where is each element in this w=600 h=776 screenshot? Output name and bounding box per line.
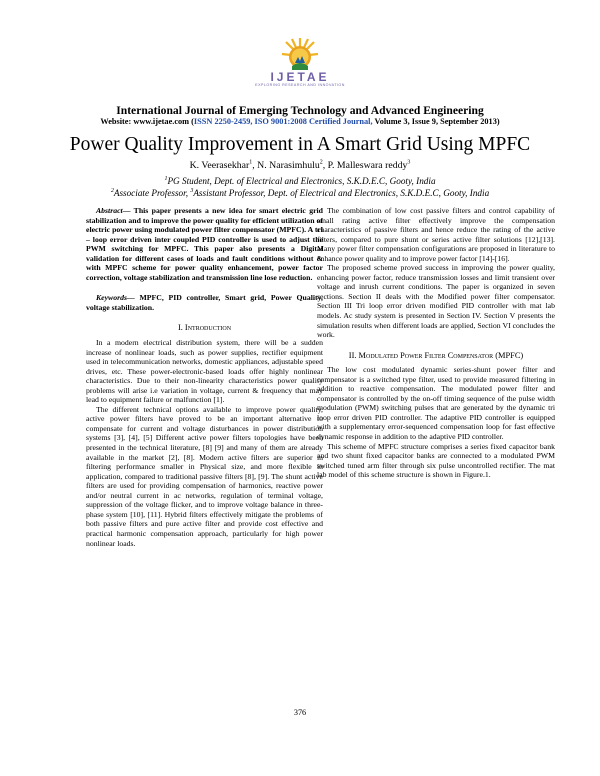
section-heading-mpfc [317, 351, 555, 361]
body-paragraph: In a modern electrical distribution system, there will be a sudden increase of nonlinear loads, such as power supplies, rectifier equipment used in telecommunication networks, domestic appliances, adjustable speed drives, etc. These power-electronic-based loads offer highly nonlinear characteristics. Due to their non-linearity characteristics power quality problems will arise i.e variation in voltage, current & frequency that may lead to equipment failure or malfunction [1]. [86, 338, 323, 405]
section-title: Modulated Power Filter Compensator (MPFC) [358, 350, 524, 360]
body-paragraph: The different technical options available to improve power quality, active power filters have proved to be an important alternative to compensate for current and voltage disturbances in power distribution systems [3], [4], [5] Different active power filters topologies have been presented in the technical literature, [8] [9] and many of them are already available in the market [2], [8]. Modern active filters are superior in filtering performance smaller in Physical size, and more flexible in application, compared to traditional passive filters [8], [9]. The shunt active filters are used for providing compensation of harmonics, reactive power and/or neutral current in ac networks, regulation of terminal voltage, suppression of the voltage flicker, and to improve voltage balance in three- phase system [10], [11]. Hybrid filters effectively mitigate the problems of both passive filters and pure active filter and provide cost effective and practical harmonic compensation approach, particularly for high power nonlinear loads. [86, 404, 323, 548]
affiliation-text: PG Student, Dept. of Electrical and Electronics, S.K.D.E.C, Gooty, India [167, 176, 436, 186]
logo-emblem-icon [280, 36, 320, 74]
author-sup: 2 [319, 159, 323, 166]
journal-logo [253, 36, 347, 98]
issn-link[interactable]: ISSN 2250-2459, ISO 9001:2008 Certified Journal, [193, 117, 373, 126]
affiliation-sup: 3 [190, 187, 194, 194]
abstract-text: This paper presents a new idea for smart electric grid stabilization and to improve the power quality for efficient utilization of electric power using modulated power filter compensator (MPFC). A tri – loop error driven inter coupled PID controller is used to adjust the PWM switching for MPFC. This paper also presents a Digital validation for different cases of loads and fault conditions without & with MPFC scheme for power quality enhancement, power factor correction, voltage stabilization and transmission line lose reduction. [86, 206, 323, 282]
right-column [317, 206, 555, 480]
body-paragraph: The combination of low cost passive filters and control capability of small rating active filter effectively improve the compensation characteristics of passive filters and hence reduce the rating of the active filters, compared to pure shunt or series active filter solutions [12],[13]. Many power filter compensation configurations are proposed in literature to enhance power quality and to improve power factor [14]-[16]. [317, 206, 555, 263]
body-paragraph: This scheme of MPFC structure comprises a series fixed capacitor bank and two shunt fixed capacitor banks are connected to a modulated PWM switched tuned arm filter through six pulse uncontrolled rectifier. The mat lab model of this scheme structure is shown in Figure.1. [317, 441, 555, 480]
section-number: I. [177, 323, 185, 333]
website-prefix: Website: www.ijetae.com ( [100, 117, 194, 126]
author-separator: , [252, 160, 258, 171]
affiliation-line-2 [0, 188, 600, 198]
journal-title: International Journal of Emerging Technology and Advanced Engineering [116, 104, 484, 117]
affiliation-line-1 [0, 176, 600, 186]
section-number: II. [348, 350, 359, 360]
author-separator: , [322, 160, 328, 171]
abstract [86, 206, 323, 282]
body-paragraph: The low cost modulated dynamic series-shunt power filter and compensator is a switched type filter, used to provide measured filtering in addition to reactive compensation. The modulated power filter and compensator is controlled by the on-off timing sequence of the pulse width modulation (PWM) switching pulses that are generated by the dynamic tri loop error driven PID controller. The adaptive PID controller is equipped with a supplementary error-sequenced compensation loop for fast effective dynamic response in addition to the adaptive PID controller. [317, 365, 555, 442]
affiliation-text: Associate Professor, [113, 188, 191, 198]
keywords-text: MPFC, PID controller, Smart grid, Power Quality, voltage stabilization. [86, 293, 323, 312]
author-sup: 1 [249, 159, 253, 166]
left-column [86, 206, 323, 548]
author-name: K. Veerasekhar [189, 160, 250, 171]
affiliation-sup: 2 [110, 187, 114, 194]
author-sup: 3 [407, 159, 411, 166]
affiliation-text: Assistant Professor, Dept. of Electrical and Electronics, S.K.D.E.C, Gooty, India [193, 188, 490, 198]
author-list [0, 160, 600, 171]
author-name: N. Narasimhulu [257, 160, 320, 171]
keywords [86, 293, 323, 312]
logo-wordmark: IJETAE [270, 70, 330, 84]
paper-title: Power Quality Improvement in A Smart Grid Using MPFC [69, 134, 531, 155]
section-heading-introduction [86, 323, 323, 333]
body-paragraph: The proposed scheme proved success in improving the power quality, enhancing power factor, reduce transmission losses and limit transient over voltage and inrush current conditions. The paper is organized in seven sections. Section II deals with the Modified power filter compensator. Section III Tri loop error driven modified PID controller with mat lab models. Ac study system is presented in Section IV. Section V presents the simulation results when different loads are applied, Section VI concludes the work. [317, 263, 555, 340]
author-name: P. Malleswara reddy [327, 160, 408, 171]
abstract-label: Abstract— [96, 206, 131, 215]
page-number: 376 [293, 708, 307, 717]
journal-website-line [0, 117, 600, 126]
logo-tagline: EXPLORING RESEARCH AND INNOVATION [255, 83, 345, 87]
keywords-label: Keywords— [96, 293, 135, 303]
affiliation-sup: 1 [164, 175, 168, 182]
volume-issue: Volume 3, Issue 9, September 2013) [372, 117, 500, 126]
section-title: Introduction [184, 323, 232, 333]
